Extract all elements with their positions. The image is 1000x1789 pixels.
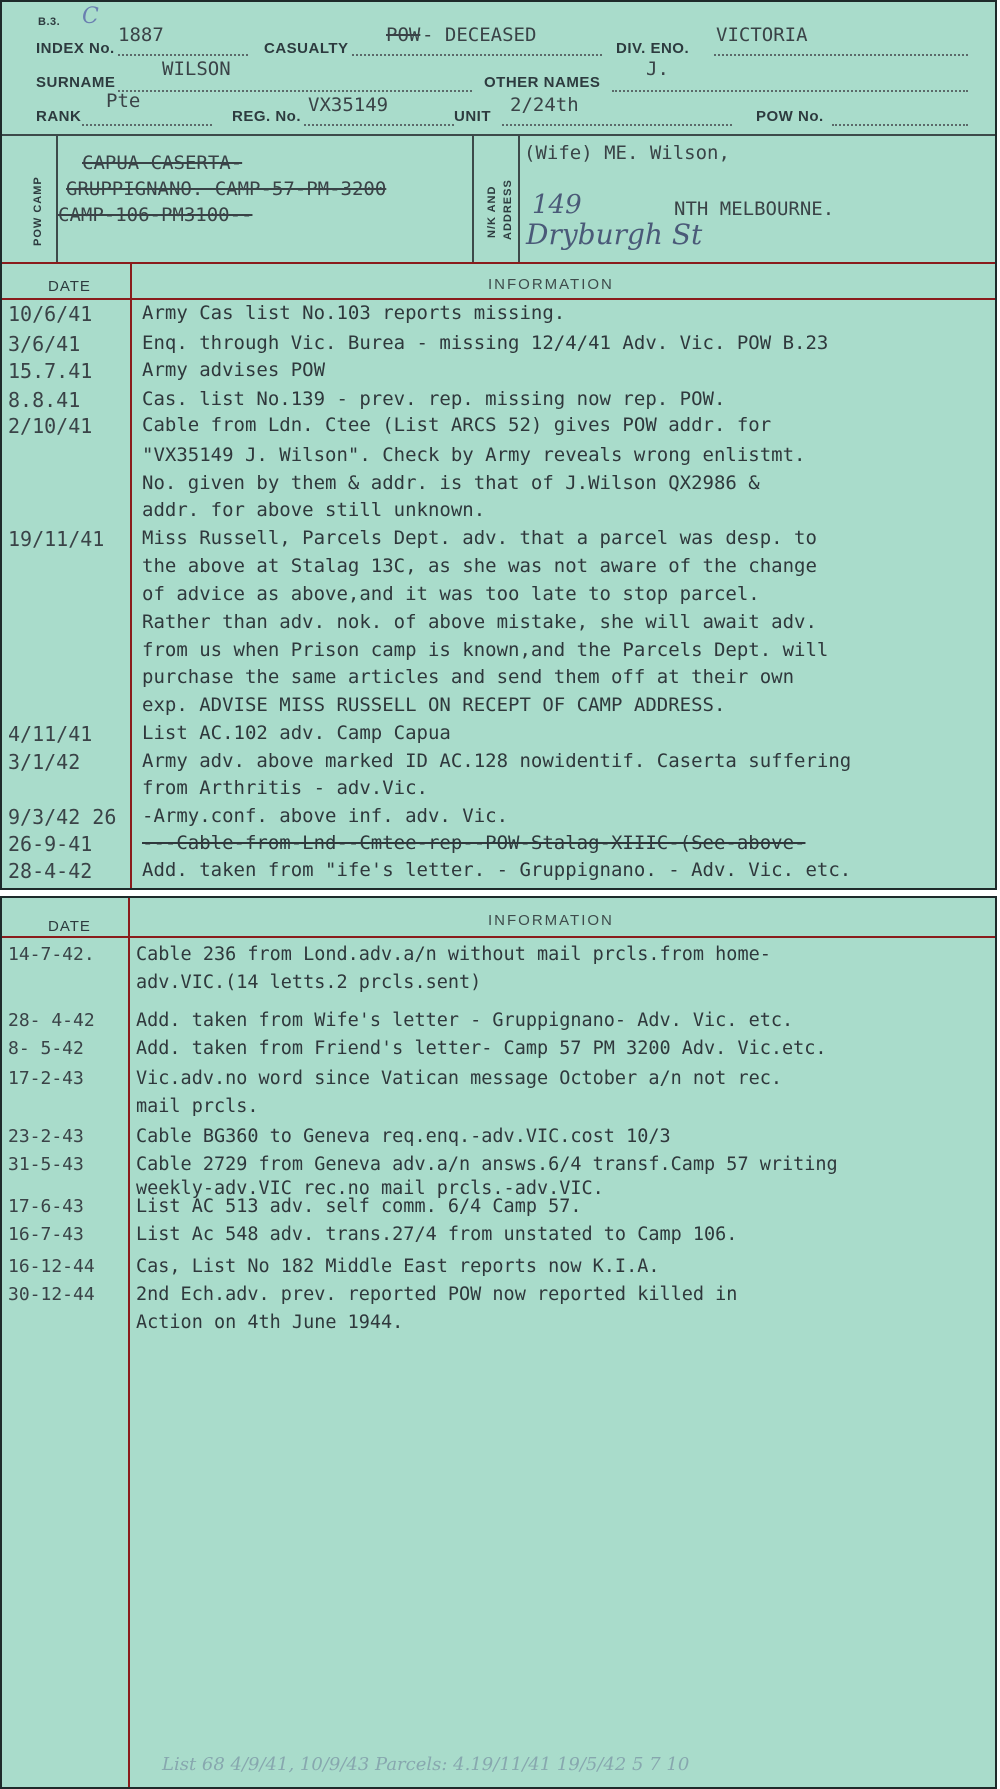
surname-value: WILSON — [162, 58, 231, 80]
row-date: 3/6/41 — [8, 332, 81, 356]
row-date: 16-12-44 — [8, 1256, 95, 1277]
row-text: adv.VIC.(14 letts.2 prcls.sent) — [136, 972, 482, 993]
other-names-value: J. — [646, 58, 669, 80]
row-text: Miss Russell, Parcels Dept. adv. that a parcel was desp. to — [142, 527, 817, 549]
row-text: of advice as above,and it was too late to stop parcel. — [142, 583, 760, 605]
row-text: Cas. list No.139 - prev. rep. missing now rep. POW. — [142, 388, 726, 410]
row-text: Cas, List No 182 Middle East reports now K.I.A. — [136, 1256, 660, 1277]
row-text: Cable 2729 from Geneva adv.a/n answs.6/4 transf.Camp 57 writing — [136, 1154, 838, 1175]
row-text: Action on 4th June 1944. — [136, 1312, 404, 1333]
row-date: 30-12-44 — [8, 1284, 95, 1305]
row-text: Army Cas list No.103 reports missing. — [142, 302, 566, 324]
row-text: the above at Stalag 13C, as she was not aware of the change — [142, 555, 817, 577]
surname-line — [118, 90, 472, 92]
row-text: from Arthritis - adv.Vic. — [142, 777, 428, 799]
form-code: B.3. — [38, 16, 61, 28]
row-text: Army adv. above marked ID AC.128 nowidentif. Caserta suffering — [142, 750, 852, 772]
row-date: 2/10/41 — [8, 414, 93, 438]
row-text: 2nd Ech.adv. prev. reported POW now reported killed in — [136, 1284, 738, 1305]
camp-line-2-text: GRUPPIGNANO. CAMP-57-PM-3200 — [66, 178, 387, 200]
row-text: Add. taken from Wife's letter - Gruppignano- Adv. Vic. etc. — [136, 1010, 794, 1031]
row-text: "VX35149 J. Wilson". Check by Army reveals wrong enlistmt. — [142, 444, 806, 466]
row-text: purchase the same articles and send them off at their own — [142, 666, 795, 688]
row-text: Cable 236 from Lond.adv.a/n without mail prcls.from home- — [136, 944, 771, 965]
casualty-value: - DECEASED — [422, 24, 537, 46]
info-header-2: INFORMATION — [488, 912, 614, 929]
table-top-line — [2, 262, 997, 264]
row-date: 8.8.41 — [8, 388, 81, 412]
surname-label: SURNAME — [36, 74, 116, 91]
div-eno-label: DIV. ENO. — [616, 40, 690, 57]
nok-hand-street: Dryburgh St — [526, 218, 703, 251]
row-date: 26-9-41 — [8, 832, 93, 856]
row-text: Cable from Ldn. Ctee (List ARCS 52) gives POW addr. for — [142, 414, 772, 436]
date-header-2: DATE — [48, 918, 91, 935]
address-divider-left — [472, 134, 474, 262]
pow-no-line — [832, 124, 968, 126]
rank-value: Pte — [106, 90, 141, 112]
unit-line — [502, 124, 732, 126]
nk-and-label: N/K AND — [486, 185, 498, 238]
row-date: 9/3/42 26 — [8, 805, 117, 829]
camp-line-1: CAPUA CASERTA- — [82, 152, 243, 174]
row-text: ---Cable-from-Lnd--Cmtee-rep--POW-Stalag-XIIIC-(See-above- — [142, 832, 806, 854]
row-date: 23-2-43 — [8, 1126, 84, 1147]
casualty-struck-value: POW — [386, 24, 421, 46]
date-column-line — [130, 262, 132, 890]
address-divider-right — [518, 134, 520, 262]
row-text: Cable BG360 to Geneva req.enq.-adv.VIC.cost 10/3 — [136, 1126, 671, 1147]
row-date: 10/6/41 — [8, 302, 93, 326]
row-date: 3/1/42 — [8, 750, 81, 774]
index-no-value: 1887 — [118, 24, 164, 46]
row-text: List AC.102 adv. Camp Capua — [142, 722, 451, 744]
index-no-label: INDEX No. — [36, 40, 115, 57]
div-eno-line — [714, 54, 968, 56]
row-text: addr. for above still unknown. — [142, 499, 486, 521]
row-text: mail prcls. — [136, 1096, 259, 1117]
pow-camp-divider — [56, 134, 58, 262]
casualty-line — [352, 54, 602, 56]
row-date: 28- 4-42 — [8, 1010, 95, 1031]
record-card-front — [0, 0, 997, 890]
reg-no-value: VX35149 — [308, 94, 389, 116]
row-date: 17-6-43 — [8, 1196, 84, 1217]
footer-pencil-notes: List 68 4/9/41, 10/9/43 Parcels: 4.19/11/41 19/5/42 5 7 10 — [162, 1754, 690, 1775]
table-header-line-2 — [2, 936, 997, 938]
row-text: weekly-adv.VIC rec.no mail prcls.-adv.VIC. — [136, 1178, 604, 1199]
reg-no-label: REG. No. — [232, 108, 302, 125]
pow-no-label: POW No. — [756, 108, 824, 125]
row-text: Rather than adv. nok. of above mistake, she will await adv. — [142, 611, 817, 633]
unit-value: 2/24th — [510, 94, 579, 116]
header-divider — [2, 134, 997, 136]
row-date: 8- 5-42 — [8, 1038, 84, 1059]
row-text: exp. ADVISE MISS RUSSELL ON RECEPT OF CAMP ADDRESS. — [142, 694, 726, 716]
row-text: Vic.adv.no word since Vatican message October a/n not rec. — [136, 1068, 783, 1089]
div-eno-value: VICTORIA — [716, 24, 808, 46]
other-names-label: OTHER NAMES — [484, 74, 601, 91]
record-card-back — [0, 896, 997, 1789]
row-date: 31-5-43 — [8, 1154, 84, 1175]
row-text: Enq. through Vic. Burea - missing 12/4/41 Adv. Vic. POW B.23 — [142, 332, 829, 354]
rank-line — [82, 124, 212, 126]
pow-camp-label: POW CAMP — [32, 176, 44, 246]
row-date: 19/11/41 — [8, 527, 105, 551]
row-text: Army advises POW — [142, 359, 326, 381]
table-header-line — [2, 298, 997, 300]
row-text: -Army.conf. above inf. adv. Vic. — [142, 805, 509, 827]
address-label: ADDRESS — [502, 179, 514, 240]
reg-no-line — [304, 124, 454, 126]
row-text: List Ac 548 adv. trans.27/4 from unstated to Camp 106. — [136, 1224, 738, 1245]
row-date: 14-7-42. — [8, 944, 95, 965]
casualty-label: CASUALTY — [264, 40, 349, 57]
date-column-line-2 — [128, 898, 130, 1789]
row-date: 28-4-42 — [8, 859, 93, 883]
unit-label: UNIT — [454, 108, 491, 125]
info-header: INFORMATION — [488, 276, 614, 293]
nok-hand-number: 149 — [532, 190, 582, 220]
camp-line-3: CAMP-106-PM3100-- — [58, 204, 253, 226]
row-text: Add. taken from Friend's letter- Camp 57 PM 3200 Adv. Vic.etc. — [136, 1038, 827, 1059]
row-date: 4/11/41 — [8, 722, 93, 746]
row-date: 17-2-43 — [8, 1068, 84, 1089]
date-header: DATE — [48, 278, 91, 295]
camp-line-2 — [66, 178, 386, 200]
row-text: Add. taken from "ife's letter. - Gruppignano. - Adv. Vic. etc. — [142, 859, 852, 881]
form-mark: C — [82, 4, 99, 29]
row-date: 15.7.41 — [8, 359, 93, 383]
other-names-line — [612, 90, 968, 92]
row-text: from us when Prison camp is known,and the Parcels Dept. will — [142, 639, 829, 661]
nok-line-3: NTH MELBOURNE. — [674, 198, 835, 220]
nok-line-1: (Wife) ME. Wilson, — [524, 142, 730, 164]
row-date: 16-7-43 — [8, 1224, 84, 1245]
rank-label: RANK — [36, 108, 82, 125]
row-text: List AC 513 adv. self comm. 6/4 Camp 57. — [136, 1196, 582, 1217]
row-text: No. given by them & addr. is that of J.Wilson QX2986 & — [142, 472, 760, 494]
index-no-line — [118, 54, 248, 56]
